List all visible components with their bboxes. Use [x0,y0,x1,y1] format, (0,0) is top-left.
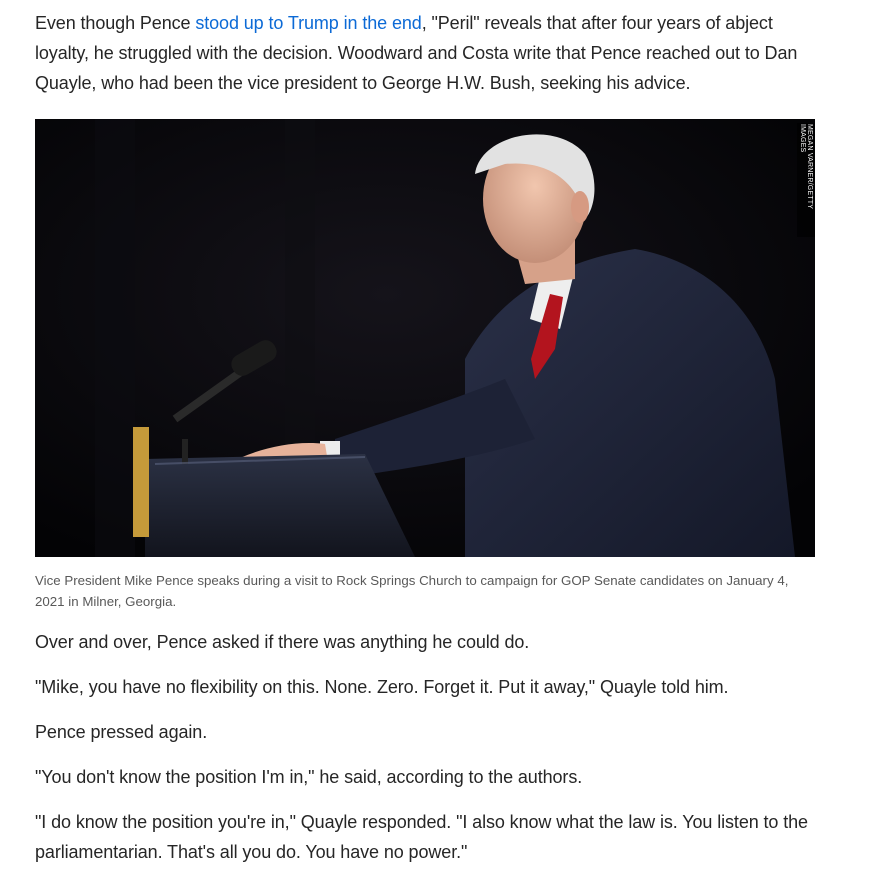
lead-text-before-link: Even though Pence [35,13,196,33]
paragraph: "Mike, you have no flexibility on this. None. Zero. Forget it. Put it away," Quayle told him. [35,677,729,697]
body-paragraphs [35,627,815,867]
photo-credit: MEGAN VARNER/GETTY IMAGES [797,123,815,237]
pence-photo [35,119,815,557]
lead-paragraph [35,0,815,98]
photo-caption: Vice President Mike Pence speaks during a visit to Rock Springs Church to campaign for GOP Senate candidates on January 4, 2021 in Milner, Georgia. [35,573,789,609]
stood-up-to-trump-link[interactable]: stood up to Trump in the end [195,13,422,33]
paragraph: "I do know the position you're in," Quayle responded. "I also know what the law is. You listen to the parliamentarian. That's all you do. You have no power." [35,812,808,862]
photo-illustration [35,119,815,557]
article-figure [35,119,815,612]
lead-text-after-link: , "Peril" reveals that after four years of abject loyalty, he struggled with the decision. Woodward and Costa write that Pence reached out to Dan Quayle, who had been the vice president to George H.W. Bush, seeking his advice. [35,13,798,93]
paragraph: Over and over, Pence asked if there was anything he could do. [35,632,530,652]
paragraph: Pence pressed again. [35,722,208,742]
paragraph: "You don't know the position I'm in," he said, according to the authors. [35,767,583,787]
